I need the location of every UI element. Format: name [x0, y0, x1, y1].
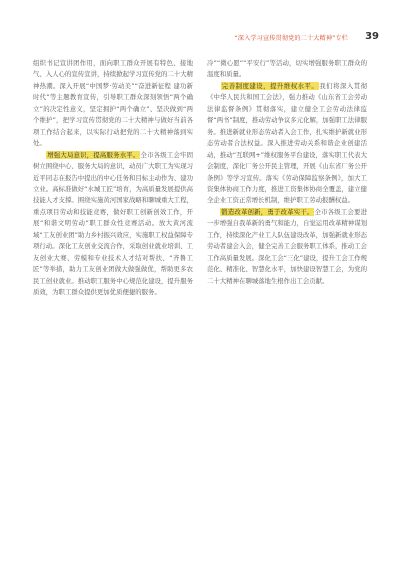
highlighted-heading: 锻造改革创新，勇于改革实干。	[221, 207, 314, 216]
page-number: 39	[365, 31, 379, 42]
right-column	[207, 58, 367, 287]
paragraph-with-heading	[207, 81, 367, 207]
highlighted-heading: 增强大局意识，提高服务水平。	[47, 150, 140, 159]
paragraph-body: 全市各级工会要进一步增强自我革新的勇气和能力，自觉运用改革精神谋划工作，持续深化产业工人队伍建设改革，加强新就业形态劳动者建会入会，健全完善工会服务职工体系，推动工会工作高质量发展。深化工会“三化”建设，提升工会工作规范化、精准化、智慧化水平，加快建设智慧工会，为党的二十大精神在聊城落地生根作出工会贡献。	[207, 207, 368, 285]
paragraph-body: 我们将深入贯彻《中华人民共和国工会法》，强力推动《山东省工会劳动法律监督条例》贯彻落实，建立健全工会劳动法律监督“两书”制度，推动劳动争议多元化解，加强职工法律服务。推进新就业形态劳动者入会工作，扎实维护新就业形态劳动者合法权益。深入推进劳动关系和谐企业创建活动，推动“互联网+”维权服务平台建设，落实职工代表大会制度，深化厂务公开民主管理，开展《山东省厂务公开条例》等学习宣传。落实《劳动保障监察条例》，加大工资集体协商工作力度，推进工资集体协商全覆盖，建立健全企业工资正常增长机制，维护职工劳动报酬权益。	[207, 81, 368, 205]
paragraph: 组织书记宣讲团作用，面向职工群众开展有特色、接地气、入人心的宣传宣讲，持续掀起学习宣传党的二十大精神热潮。深入开展“中国梦·劳动美”“奋进新征程 建功新时代”等主题教育宣传，引导职工群众深刻领悟“两个确立”的决定性意义，坚定拥护“两个确立”、坚决做到“两个维护”，把学习宣传贯彻党的二十大精神与做好当前各项工作结合起来，以实际行动把党的二十大精神落到实处。	[33, 59, 193, 148]
left-column	[33, 58, 193, 299]
highlighted-heading: 完善制度建设，提升维权水平。	[221, 81, 319, 90]
paragraph-with-heading	[207, 207, 367, 287]
paragraph: 冷”“微心愿”“平安行”等活动，切实增强服务职工群众的温度和质量。	[207, 59, 367, 79]
column-title: “深入学习宣传贯彻党的二十大精神”专栏	[234, 35, 348, 42]
paragraph-with-heading	[33, 150, 193, 299]
page-header	[0, 0, 400, 40]
paragraph-body: 全市各级工会牢固树立围绕中心、服务大局的意识，动员广大职工为实现习近平同志在报告中提出的中心任务和目标主动作为、建功立业。高标准做好“水城工匠”培育，为高质量发展提供高技能人才支撑。围绕实施黄河国家战略和聊城重大工程，重点项目劳动和技能竞赛，做好职工创新创效工作，开展“和谐文明劳动”职工群众性竞赛活动。放大黄河流域“工友创业团”助力乡村振兴效应，实施职工权益保障专项行动。深化工友创业交流合作，采取创业就业培训、工友创业大赛、劳模和专业技术人才结对帮扶、“齐鲁工匠”等举措，助力工友创业团做大做强做优，帮助更多农民工创业就业。推动职工服务中心规范化建设，提升服务质效，为职工群众提供更加优质便捷的服务。	[33, 150, 194, 297]
